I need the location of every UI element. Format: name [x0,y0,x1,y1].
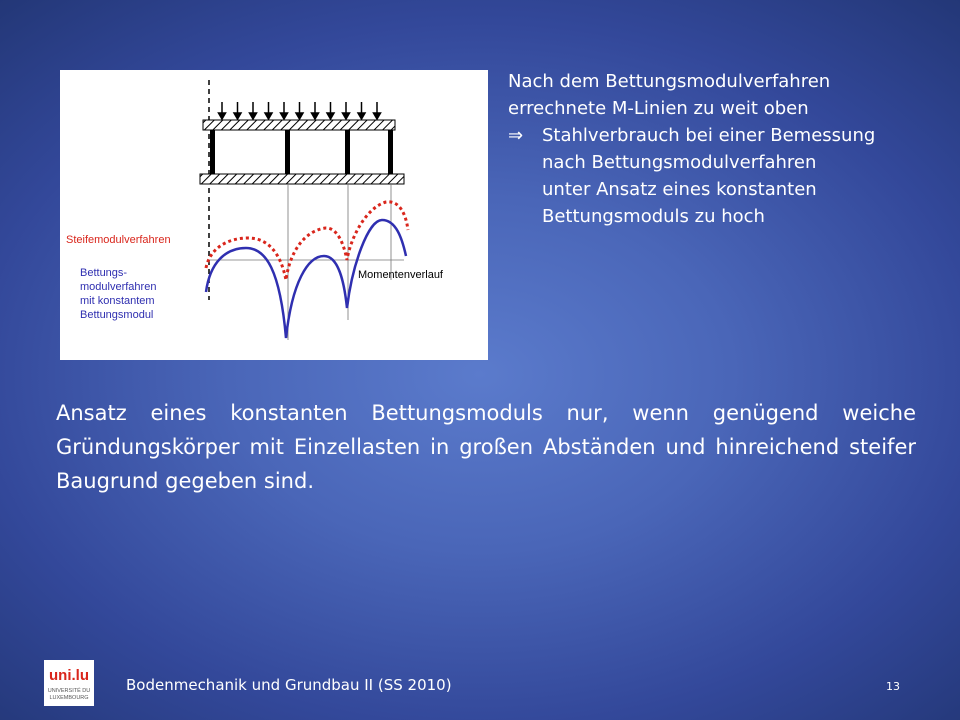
moment-diagram-figure [60,70,488,360]
load-arrow-head-icon [281,113,288,119]
load-arrows [219,102,381,119]
moment-diagram-svg [60,70,488,360]
top-text-line6: Bettungsmoduls zu hoch [542,206,765,227]
load-arrow-head-icon [250,113,257,119]
top-text-line2: errechnete M-Linien zu weit oben [508,98,809,119]
logo-sub2: LUXEMBOURG [49,695,89,701]
top-explanation-text [508,68,948,230]
label-steifemodulverfahren: Steifemodulverfahren [66,234,171,246]
label-bettung-line4: Bettungsmodul [80,309,154,321]
foundation-beam [200,174,404,184]
load-arrow-head-icon [219,113,226,119]
course-title: Bodenmechanik und Grundbau II (SS 2010) [126,676,452,694]
load-arrow-head-icon [312,113,319,119]
columns [210,130,393,174]
university-logo [44,660,94,706]
upper-beam [203,120,395,130]
load-arrow-head-icon [327,113,334,119]
top-text-line4: nach Bettungsmodulverfahren [542,152,817,173]
load-arrow-head-icon [234,113,241,119]
implies-arrow-icon: ⇒ [508,125,524,146]
load-arrow-head-icon [296,113,303,119]
label-bettung-line1: Bettungs- [80,267,128,279]
top-text-line5: unter Ansatz eines konstanten [542,179,817,200]
label-bettung-line2: modulverfahren [80,281,157,293]
label-bettungsmodulverfahren [80,267,156,321]
top-text-arrow-line [508,122,948,149]
top-text-line3: Stahlverbrauch bei einer Bemessung [542,125,876,146]
load-arrow-head-icon [358,113,365,119]
top-text-line1: Nach dem Bettungsmodulverfahren [508,71,831,92]
page-number: 13 [886,680,900,693]
logo-text: uni.lu [49,667,89,684]
load-arrow-head-icon [374,113,381,119]
logo-sub1: UNIVERSITÉ DU [47,688,91,694]
uni-lu-logo-icon [44,660,94,706]
label-momentenverlauf: Momentenverlauf [358,269,443,281]
load-arrow-head-icon [343,113,350,119]
load-arrow-head-icon [265,113,272,119]
main-statement-text: Ansatz eines konstanten Bettungsmoduls nur, wenn genügend weiche Gründungskörper mit Einzellasten in großen Abständen und hinreichend steifer Baugrund gegeben sind. [56,401,916,493]
label-bettung-line3: mit konstantem [80,295,155,307]
